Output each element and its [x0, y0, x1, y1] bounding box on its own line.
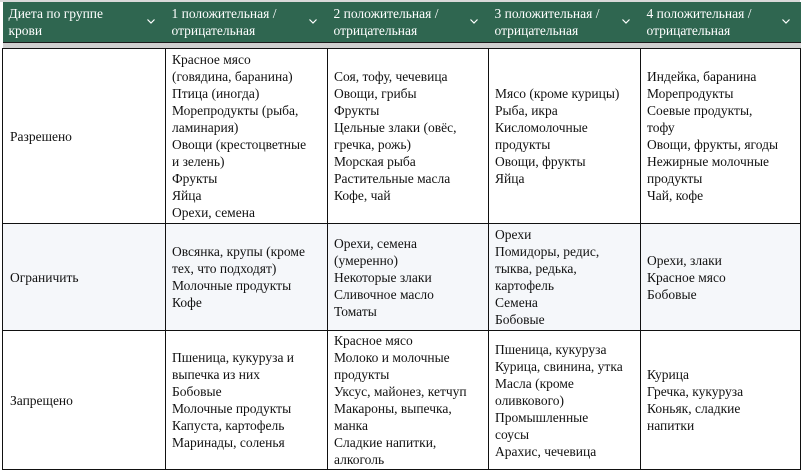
cell-line: Фрукты: [172, 171, 218, 186]
cell-line: Овощи, фрукты: [495, 154, 586, 169]
cell-line: Промышленные: [495, 409, 589, 425]
cell-line: Некоторые злаки: [334, 269, 432, 285]
cell-line: Яйца: [495, 171, 525, 186]
column-header-label: 2 положительная / отрицательная: [333, 6, 439, 38]
cell-line: Масла (кроме: [495, 375, 574, 391]
cell-line: Овощи (крестоцветные: [172, 137, 307, 152]
cell-line: Красное мясо: [647, 269, 726, 285]
table-cell: [641, 49, 801, 224]
cell-line: Молочные продукты: [172, 278, 292, 293]
cell-line: Рыба, икра: [495, 103, 558, 118]
cell-line: Цельные злаки (овёс,: [334, 120, 457, 135]
cell-line: Капуста, картофель: [172, 418, 285, 433]
cell-line: Птица (иногда): [172, 86, 260, 101]
column-header-label: Диета по группе крови: [8, 6, 104, 38]
column-header-group-4[interactable]: [641, 2, 801, 43]
cell-line: Кисломолочные: [495, 120, 588, 135]
cell-line: Соевые продукты,: [647, 103, 753, 118]
table-cell: [328, 224, 489, 331]
cell-line: Фрукты: [334, 103, 380, 118]
cell-line: Пшеница, кукуруза и: [172, 350, 295, 365]
cell-line: Орехи, злаки: [647, 252, 722, 268]
cell-line: картофель: [495, 278, 555, 293]
cell-line: Орехи, семена: [172, 205, 255, 220]
cell-line: тыква, редька,: [495, 261, 577, 276]
cell-line: Мясо (кроме курицы): [495, 86, 620, 101]
table-cell: [166, 49, 328, 224]
chevron-down-icon[interactable]: [621, 16, 631, 26]
table-cell: [489, 331, 641, 470]
column-header-group-2[interactable]: [328, 2, 489, 43]
cell-line: Помидоры, редис,: [495, 244, 600, 259]
table-row-limit: [3, 224, 801, 331]
cell-line: Семена: [495, 295, 538, 310]
cell-line: Пшеница, кукуруза: [495, 341, 607, 357]
cell-line: Курица: [647, 367, 689, 382]
cell-line: Курица, свинина, утка: [495, 358, 623, 374]
row-label: Запрещено: [3, 331, 166, 470]
row-label: Разрешено: [3, 49, 166, 224]
cell-line: ламинария): [172, 120, 239, 135]
cell-line: Уксус, майонез, кетчуп: [334, 384, 467, 399]
table-row-allowed: [3, 49, 801, 224]
cell-line: манка: [334, 418, 369, 433]
cell-line: Красное мясо: [172, 52, 251, 67]
blood-type-diet-table: [2, 2, 801, 470]
cell-line: соусы: [495, 426, 530, 442]
table-cell: [489, 224, 641, 331]
cell-line: алкоголь: [334, 452, 385, 467]
column-header-group-1[interactable]: [166, 2, 328, 43]
cell-line: Индейка, баранина: [647, 69, 757, 84]
cell-line: Чай, кофе: [647, 188, 704, 203]
table-cell: [166, 331, 328, 470]
cell-line: Кофе, чай: [334, 188, 391, 203]
row-label: Ограничить: [3, 224, 166, 331]
cell-line: напитки: [647, 418, 695, 433]
table-cell: [641, 331, 801, 470]
cell-line: Макароны, выпечка,: [334, 401, 452, 416]
cell-line: тех, что подходят): [172, 261, 277, 276]
chevron-down-icon[interactable]: [308, 16, 318, 26]
cell-line: тофу: [647, 120, 675, 135]
cell-line: выпечка из них: [172, 367, 260, 382]
cell-line: Соя, тофу, чечевица: [334, 69, 448, 84]
chevron-down-icon[interactable]: [469, 16, 479, 26]
column-header-label: 1 положительная / отрицательная: [171, 6, 277, 38]
cell-line: Коньяк, сладкие: [647, 401, 741, 416]
cell-line: Растительные масла: [334, 171, 451, 186]
cell-line: и зелень): [172, 154, 225, 169]
cell-line: продукты: [334, 367, 390, 382]
cell-line: Яйца: [172, 188, 202, 203]
cell-line: Овощи, фрукты, ягоды: [647, 137, 779, 152]
cell-line: Бобовые: [495, 312, 545, 327]
cell-line: гречка, рожь): [334, 137, 411, 152]
cell-line: продукты: [495, 137, 551, 152]
column-header-group-3[interactable]: [489, 2, 641, 43]
cell-line: Томаты: [334, 303, 377, 319]
column-header-diet[interactable]: [3, 2, 166, 43]
cell-line: продукты: [647, 171, 703, 186]
cell-line: Бобовые: [647, 286, 697, 302]
cell-line: Кофе: [172, 295, 202, 310]
cell-line: Овсянка, крупы (кроме: [172, 244, 305, 259]
cell-line: Красное мясо: [334, 333, 413, 348]
table-cell: [489, 49, 641, 224]
cell-line: Молоко и молочные: [334, 350, 450, 365]
cell-line: Морепродукты (рыба,: [172, 103, 299, 118]
table-cell: [641, 224, 801, 331]
cell-line: Морская рыба: [334, 154, 416, 169]
table-cell: [166, 224, 328, 331]
cell-line: Орехи: [495, 227, 532, 242]
table-cell: [328, 331, 489, 470]
cell-line: Молочные продукты: [172, 401, 292, 416]
column-header-label: 4 положительная / отрицательная: [646, 6, 752, 38]
cell-line: Нежирные молочные: [647, 154, 770, 169]
cell-line: (умеренно): [334, 252, 399, 268]
cell-line: Маринады, соленья: [172, 435, 285, 450]
cell-line: оливкового): [495, 392, 565, 408]
chevron-down-icon[interactable]: [781, 16, 791, 26]
cell-line: Орехи, семена: [334, 235, 417, 251]
cell-line: Сливочное масло: [334, 286, 434, 302]
chevron-down-icon[interactable]: [146, 16, 156, 26]
table-cell: [328, 49, 489, 224]
cell-line: Овощи, грибы: [334, 86, 417, 101]
cell-line: Бобовые: [172, 384, 222, 399]
cell-line: Гречка, кукуруза: [647, 384, 744, 399]
cell-line: Морепродукты: [647, 86, 734, 101]
cell-line: (говядина, баранина): [172, 69, 293, 84]
table-header-row: [3, 2, 801, 43]
table-row-forbidden: [3, 331, 801, 470]
cell-line: Сладкие напитки,: [334, 435, 437, 450]
cell-line: Арахис, чечевица: [495, 443, 597, 459]
column-header-label: 3 положительная / отрицательная: [494, 6, 600, 38]
